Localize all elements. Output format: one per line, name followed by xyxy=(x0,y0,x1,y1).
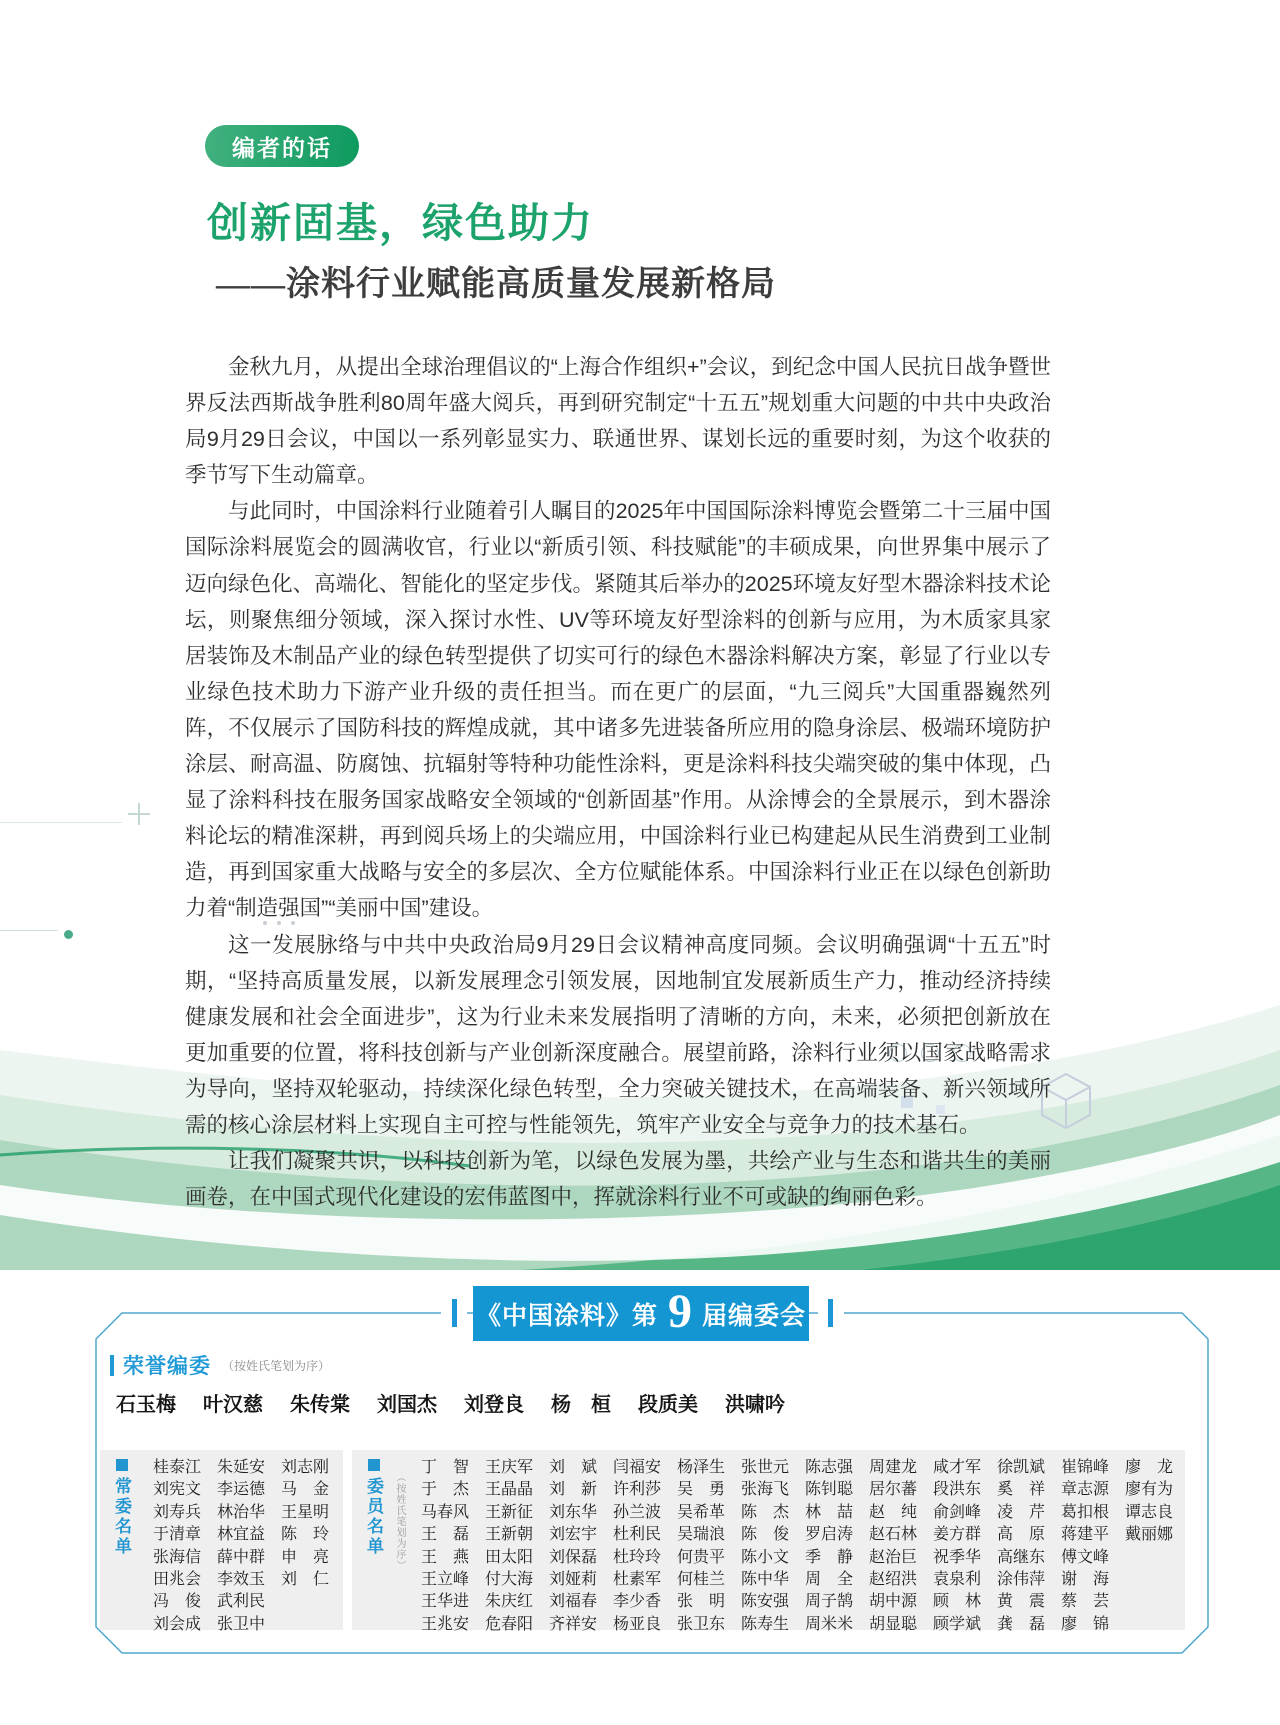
committee-member-name: 咸才军 xyxy=(933,1459,982,1476)
standing-member-name: 冯 俊 xyxy=(153,1593,202,1611)
dot-icon xyxy=(64,930,73,939)
committee-member-name: 廖 锦 xyxy=(1061,1615,1110,1633)
plus-icon xyxy=(128,803,150,825)
standing-member-name: 王星明 xyxy=(281,1503,330,1521)
committee-member-name: 王华进 xyxy=(421,1593,470,1611)
committee-member-name: 吴瑞浪 xyxy=(677,1526,726,1544)
standing-member-name: 张卫中 xyxy=(217,1615,266,1633)
committee-member-name xyxy=(1125,1547,1189,1569)
committee-member-name: 丁 智 xyxy=(421,1459,470,1476)
committee-member-name: 陈志强 xyxy=(805,1459,854,1476)
committee-member-name: 张卫东 xyxy=(677,1615,726,1633)
committee-member-name: 赵治巨 xyxy=(869,1548,918,1566)
committee-member-name: 陈中华 xyxy=(741,1570,790,1588)
committee-member-name: 蔡 芸 xyxy=(1061,1593,1110,1611)
header-tick xyxy=(452,1299,457,1327)
body-paragraph: 让我们凝聚共识，以科技创新为笔，以绿色发展为墨，共绘产业与生态和谐共生的美丽画卷，在中国式现代化建设的宏伟蓝图中，挥就涂料行业不可或缺的绚丽色彩。 xyxy=(185,1149,1051,1210)
committee-member-name: 陈 俊 xyxy=(741,1526,790,1544)
committee-member-name: 奚 祥 xyxy=(997,1481,1046,1499)
committee-member-name: 王新朝 xyxy=(485,1526,534,1544)
committee-member-name: 王晶晶 xyxy=(485,1481,534,1499)
standing-member-name: 刘 仁 xyxy=(281,1570,330,1588)
committee-member-name: 王立峰 xyxy=(421,1570,470,1588)
committee-member-name: 王兆安 xyxy=(421,1615,470,1633)
committee-member-name: 胡中源 xyxy=(869,1593,918,1611)
committee-member-name: 章志源 xyxy=(1061,1481,1110,1499)
committee-member-name: 何贵平 xyxy=(677,1548,726,1566)
board-header-suffix: 届编委会 xyxy=(702,1302,807,1330)
committee-member-name: 陈小文 xyxy=(741,1548,790,1566)
committee-member-name: 廖有为 xyxy=(1125,1481,1174,1499)
committee-member-name: 刘 新 xyxy=(549,1481,598,1499)
members-name-grid xyxy=(421,1457,1189,1636)
page-title: 创新固基，绿色助力 xyxy=(207,200,594,246)
members-panel xyxy=(352,1450,1185,1633)
committee-member-name: 罗启涛 xyxy=(805,1526,854,1544)
committee-member-name: 蒋建平 xyxy=(1061,1526,1110,1544)
committee-member-name: 田太阳 xyxy=(485,1548,534,1566)
committee-member-name: 王 磊 xyxy=(421,1526,470,1544)
label-square-icon xyxy=(116,1459,128,1471)
committee-member-name: 吴希革 xyxy=(677,1503,726,1521)
standing-member-name: 张海信 xyxy=(153,1548,202,1566)
standing-label-wrap xyxy=(109,1459,134,1557)
committee-member-name: 涂伟萍 xyxy=(997,1570,1046,1588)
committee-member-name: 季 静 xyxy=(805,1548,854,1566)
committee-member-name: 陈钊聪 xyxy=(805,1481,854,1499)
committee-member-name: 杨泽生 xyxy=(677,1459,726,1476)
standing-member-name: 刘寿兵 xyxy=(153,1503,202,1521)
label-square-icon xyxy=(368,1459,380,1471)
committee-member-name: 赵绍洪 xyxy=(869,1570,918,1588)
committee-member-name: 顾学斌 xyxy=(933,1615,982,1633)
divider-line xyxy=(0,822,122,823)
committee-member-name: 杜素军 xyxy=(613,1570,662,1588)
committee-member-name: 段洪东 xyxy=(933,1481,982,1499)
committee-member-name: 胡显聪 xyxy=(869,1615,918,1633)
committee-member-name: 张世元 xyxy=(741,1459,790,1476)
standing-member-name: 林治华 xyxy=(217,1503,266,1521)
committee-member-name: 廖 龙 xyxy=(1125,1459,1174,1476)
article-body xyxy=(185,349,1051,1215)
honorary-name: 石玉梅 xyxy=(116,1394,176,1416)
committee-member-name: 付大海 xyxy=(485,1570,534,1588)
standing-member-name: 林宜益 xyxy=(217,1526,266,1544)
honorary-label: 荣誉编委 xyxy=(123,1354,211,1378)
honorary-name: 刘登良 xyxy=(464,1394,524,1416)
committee-member-name: 赵 纯 xyxy=(869,1503,918,1521)
standing-member-name: 于清章 xyxy=(153,1526,202,1544)
committee-member-name: 刘保磊 xyxy=(549,1548,598,1566)
honorary-note: （按姓氏笔划为序） xyxy=(222,1358,331,1373)
committee-member-name: 张海飞 xyxy=(741,1481,790,1499)
committee-member-name: 刘宏宇 xyxy=(549,1526,598,1544)
committee-member-name: 陈寿生 xyxy=(741,1615,790,1633)
committee-member-name: 黄 震 xyxy=(997,1593,1046,1611)
committee-member-name: 闫福安 xyxy=(613,1459,662,1476)
committee-member-name: 孙兰波 xyxy=(613,1503,662,1521)
committee-member-name: 周建龙 xyxy=(869,1459,918,1476)
standing-committee-panel xyxy=(100,1450,343,1633)
board-edition-number: 9 xyxy=(668,1284,692,1338)
standing-member-name: 刘会成 xyxy=(153,1615,202,1633)
honorary-names xyxy=(116,1388,785,1417)
standing-member-name: 申 亮 xyxy=(281,1548,330,1566)
standing-member-name: 马 金 xyxy=(281,1481,330,1499)
standing-label: 常委名单 xyxy=(112,1477,131,1557)
standing-member-name: 李运德 xyxy=(217,1481,266,1499)
committee-member-name: 傅文峰 xyxy=(1061,1548,1110,1566)
committee-member-name: 杜利民 xyxy=(613,1526,662,1544)
committee-member-name: 祝季华 xyxy=(933,1548,982,1566)
committee-member-name: 于 杰 xyxy=(421,1481,470,1499)
committee-member-name: 戴丽娜 xyxy=(1125,1526,1174,1544)
honorary-name: 刘国杰 xyxy=(377,1394,437,1416)
committee-member-name: 凌 芹 xyxy=(997,1503,1046,1521)
standing-member-name xyxy=(281,1614,345,1636)
body-paragraph: 这一发展脉络与中共中央政治局9月29日会议精神高度同频。会议明确强调“十五五”时期，“坚持高质量发展，以新发展理念引领发展，因地制宜发展新质生产力，推动经济持续健康发展和社会全面进步”，这为行业未来发展指明了清晰的方向，未来，必须把创新放在更加重要的位置，将科技创新与产业创新深度融合。展望前路，涂料行业须以国家战略需求为导向，坚持双轮驱动，持续深化绿色转型，全力突破关键技术，在高端装备、新兴领域所需的核心涂层材料上实现自主可控与性能领先，筑牢产业安全与竞争力的技术基石。 xyxy=(185,932,1051,1137)
honorary-name: 朱传棠 xyxy=(290,1394,350,1416)
committee-member-name: 高继东 xyxy=(997,1548,1046,1566)
label-bar-icon xyxy=(110,1355,114,1376)
standing-member-name xyxy=(281,1591,345,1613)
committee-member-name: 姜方群 xyxy=(933,1526,982,1544)
standing-name-grid xyxy=(153,1457,345,1636)
members-label-wrap xyxy=(361,1459,386,1557)
committee-member-name xyxy=(1125,1614,1189,1636)
standing-member-name: 薛中群 xyxy=(217,1548,266,1566)
body-paragraph: 与此同时，中国涂料行业随着引人瞩目的2025年中国国际涂料博览会暨第二十三届中国国际涂料展览会的圆满收官，行业以“新质引领、科技赋能”的丰硕成果，向世界集中展示了迈向绿色化、高端化、智能化的坚定步伐。紧随其后举办的2025环境友好型木器涂料技术论坛，则聚焦细分领域，深入探讨水性、UV等环境友好型涂料的创新与应用，为木质家具家居装饰及木制品产业的绿色转型提供了切实可行的绿色木器涂料解决方案，彰显了行业以专业绿色技术助力下游产业升级的责任担当。而在更广的层面，“九三阅兵”大国重器巍然列阵，不仅展示了国防科技的辉煌成就，其中诸多先进装备所应用的隐身涂层、极端环境防护涂层、耐高温、防腐蚀、抗辐射等特种功能性涂料，更是涂料科技尖端突破的集中体现，凸显了涂料科技在服务国家战略安全领域的“创新固基”作用。从涂博会的全景展示，到木器涂料论坛的精准深耕，再到阅兵场上的尖端应用，中国涂料行业已构建起从民生消费到工业制造，再到国家重大战略与安全的多层次、全方位赋能体系。中国涂料行业正在以绿色创新助力着“制造强国”“美丽中国”建设。 xyxy=(185,499,1051,921)
honorary-name: 段质美 xyxy=(638,1394,698,1416)
committee-member-name: 朱庆红 xyxy=(485,1593,534,1611)
honorary-name: 洪啸吟 xyxy=(725,1394,785,1416)
committee-member-name: 俞剑峰 xyxy=(933,1503,982,1521)
committee-member-name: 谢 海 xyxy=(1061,1570,1110,1588)
standing-member-name: 田兆会 xyxy=(153,1570,202,1588)
committee-member-name: 顾 林 xyxy=(933,1593,982,1611)
committee-member-name: 赵石林 xyxy=(869,1526,918,1544)
board-header-prefix: 《中国涂料》第 xyxy=(475,1302,658,1330)
honorary-name: 叶汉慈 xyxy=(203,1394,263,1416)
committee-member-name: 杜玲玲 xyxy=(613,1548,662,1566)
committee-member-name: 刘娅莉 xyxy=(549,1570,598,1588)
committee-member-name: 陈 杰 xyxy=(741,1503,790,1521)
standing-member-name: 李效玉 xyxy=(217,1570,266,1588)
committee-member-name: 徐凯斌 xyxy=(997,1459,1046,1476)
editor-note-badge: 编者的话 xyxy=(205,125,359,167)
committee-member-name: 崔锦峰 xyxy=(1061,1459,1110,1476)
standing-member-name: 刘宪文 xyxy=(153,1481,202,1499)
committee-member-name: 陈安强 xyxy=(741,1593,790,1611)
committee-member-name: 周 全 xyxy=(805,1570,854,1588)
committee-member-name: 王庆军 xyxy=(485,1459,534,1476)
board-header xyxy=(473,1286,809,1341)
committee-member-name: 马春风 xyxy=(421,1503,470,1521)
standing-member-name: 武利民 xyxy=(217,1593,266,1611)
committee-member-name xyxy=(1125,1569,1189,1591)
page-subtitle: ——涂料行业赋能高质量发展新格局 xyxy=(216,266,776,303)
committee-member-name: 王 燕 xyxy=(421,1548,470,1566)
standing-member-name: 陈 玲 xyxy=(281,1526,330,1544)
committee-member-name: 周子鹄 xyxy=(805,1593,854,1611)
committee-member-name: 周米米 xyxy=(805,1615,854,1633)
committee-member-name: 张 明 xyxy=(677,1593,726,1611)
standing-member-name: 桂泰江 xyxy=(153,1459,202,1476)
committee-member-name: 李少香 xyxy=(613,1593,662,1611)
body-paragraph: 金秋九月，从提出全球治理倡议的“上海合作组织+”会议，到纪念中国人民抗日战争暨世界反法西斯战争胜利80周年盛大阅兵，再到研究制定“十五五”规划重大问题的中共中央政治局9月29日会议，中国以一系列彰显实力、联通世界、谋划长远的重要时刻，为这个收获的季节写下生动篇章。 xyxy=(185,355,1051,488)
honorary-name: 杨 桓 xyxy=(551,1394,611,1416)
committee-member-name: 袁泉利 xyxy=(933,1570,982,1588)
standing-member-name: 朱延安 xyxy=(217,1459,266,1476)
standing-member-name: 刘志刚 xyxy=(281,1459,330,1476)
committee-member-name: 齐祥安 xyxy=(549,1615,598,1633)
committee-member-name: 居尔蕃 xyxy=(869,1481,918,1499)
committee-member-name: 危春阳 xyxy=(485,1615,534,1633)
committee-member-name: 高 原 xyxy=(997,1526,1046,1544)
committee-member-name: 龚 磊 xyxy=(997,1615,1046,1633)
committee-member-name: 刘 斌 xyxy=(549,1459,598,1476)
members-note: （按姓氏笔划为序） xyxy=(394,1472,405,1571)
divider-line xyxy=(0,930,58,931)
header-tick xyxy=(828,1299,833,1327)
honorary-label-row xyxy=(110,1350,330,1380)
committee-member-name: 葛扣根 xyxy=(1061,1503,1110,1521)
committee-member-name: 何桂兰 xyxy=(677,1570,726,1588)
committee-member-name xyxy=(1125,1591,1189,1613)
committee-member-name: 王新征 xyxy=(485,1503,534,1521)
committee-member-name: 林 喆 xyxy=(805,1503,854,1521)
members-label: 委员名单 xyxy=(364,1477,383,1557)
committee-member-name: 谭志良 xyxy=(1125,1503,1174,1521)
committee-member-name: 吴 勇 xyxy=(677,1481,726,1499)
committee-member-name: 杨亚良 xyxy=(613,1615,662,1633)
committee-member-name: 刘福春 xyxy=(549,1593,598,1611)
committee-member-name: 许利莎 xyxy=(613,1481,662,1499)
committee-member-name: 刘东华 xyxy=(549,1503,598,1521)
